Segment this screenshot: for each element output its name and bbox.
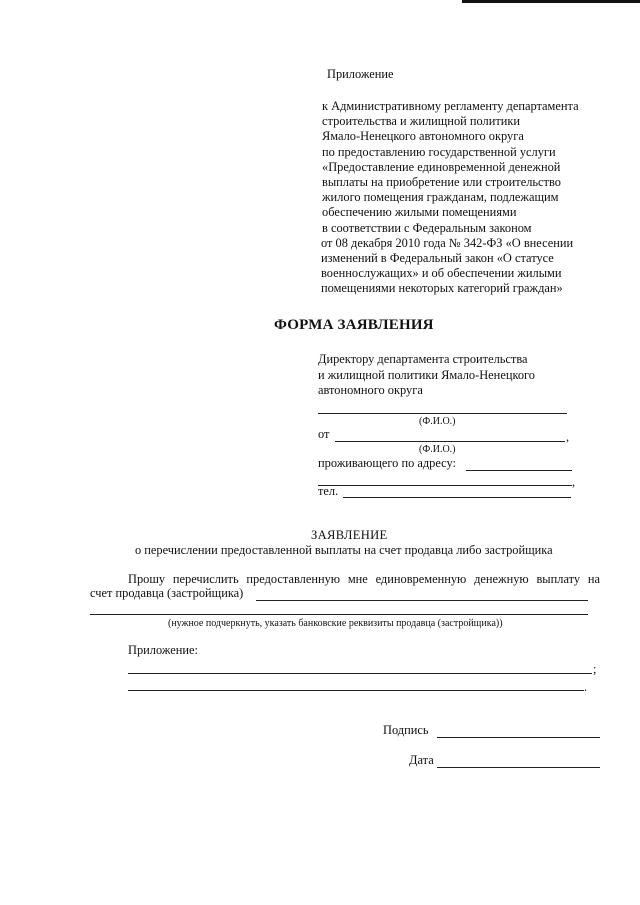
- statement-title: ЗАЯВЛЕНИЕ: [311, 528, 388, 542]
- fio-caption-1: (Ф.И.О.): [419, 416, 456, 427]
- scan-edge-mark: [462, 0, 640, 3]
- body-line-2: счет продавца (застройщика): [90, 586, 244, 600]
- attachment-field-2[interactable]: [128, 690, 584, 691]
- appendix-line: изменений в Федеральный закон «О статусе: [321, 251, 554, 265]
- addressee-line: Директору департамента строительства: [318, 352, 528, 366]
- attachment-label: Приложение:: [128, 643, 198, 657]
- addressee-name-field[interactable]: [318, 413, 567, 414]
- body-line-1: Прошу перечислить предоставленную мне единовременную денежную выплату на: [128, 572, 600, 586]
- signature-field[interactable]: [437, 737, 600, 738]
- comma-1: ,: [566, 430, 570, 444]
- comma-2: ,: [572, 475, 576, 489]
- address-field-2[interactable]: [318, 485, 572, 486]
- applicant-name-field[interactable]: [335, 441, 565, 442]
- statement-subtitle: о перечислении предоставленной выплаты на счет продавца либо застройщика: [135, 543, 553, 557]
- appendix-line: помещениями некоторых категорий граждан»: [321, 281, 563, 296]
- from-label: от: [318, 427, 330, 441]
- date-label: Дата: [409, 753, 434, 767]
- appendix-line: военнослужащих» и об обеспечении жилыми: [321, 266, 562, 281]
- period: .: [584, 680, 588, 694]
- signature-label: Подпись: [383, 723, 429, 737]
- appendix-line: жилого помещения гражданам, подлежащим: [322, 190, 559, 205]
- addressee-line: и жилищной политики Ямало-Ненецкого: [318, 367, 535, 382]
- appendix-line: к Административному регламенту департамента: [322, 99, 579, 113]
- appendix-line: по предоставлению государственной услуги: [322, 144, 556, 159]
- tel-label: тел.: [318, 484, 339, 498]
- seller-details-field-1[interactable]: [256, 600, 588, 601]
- residing-label: проживающего по адресу:: [318, 456, 456, 470]
- appendix-line: от 08 декабря 2010 года № 342-ФЗ «О внесении: [321, 235, 574, 250]
- semicolon: ;: [593, 662, 597, 676]
- appendix-line: в соответствии с Федеральным законом: [322, 220, 532, 235]
- appendix-line: выплаты на приобретение или строительство: [322, 175, 561, 189]
- appendix-line: «Предоставление единовременной денежной: [322, 159, 561, 174]
- seller-details-field-2[interactable]: [90, 614, 588, 615]
- address-field-1[interactable]: [466, 470, 572, 471]
- fio-caption-2: (Ф.И.О.): [419, 444, 456, 455]
- form-title: ФОРМА ЗАЯВЛЕНИЯ: [274, 317, 434, 333]
- tel-field[interactable]: [343, 497, 571, 498]
- appendix-line: обеспечению жилыми помещениями: [322, 205, 517, 220]
- attachment-field-1[interactable]: [128, 673, 592, 674]
- seller-note: (нужное подчеркнуть, указать банковские реквизиты продавца (застройщика)): [168, 618, 503, 629]
- date-field[interactable]: [437, 767, 600, 768]
- appendix-line: Ямало-Ненецкого автономного округа: [322, 129, 524, 144]
- addressee-line: автономного округа: [318, 383, 423, 397]
- appendix-heading: Приложение: [327, 67, 394, 81]
- appendix-line: строительства и жилищной политики: [322, 114, 521, 129]
